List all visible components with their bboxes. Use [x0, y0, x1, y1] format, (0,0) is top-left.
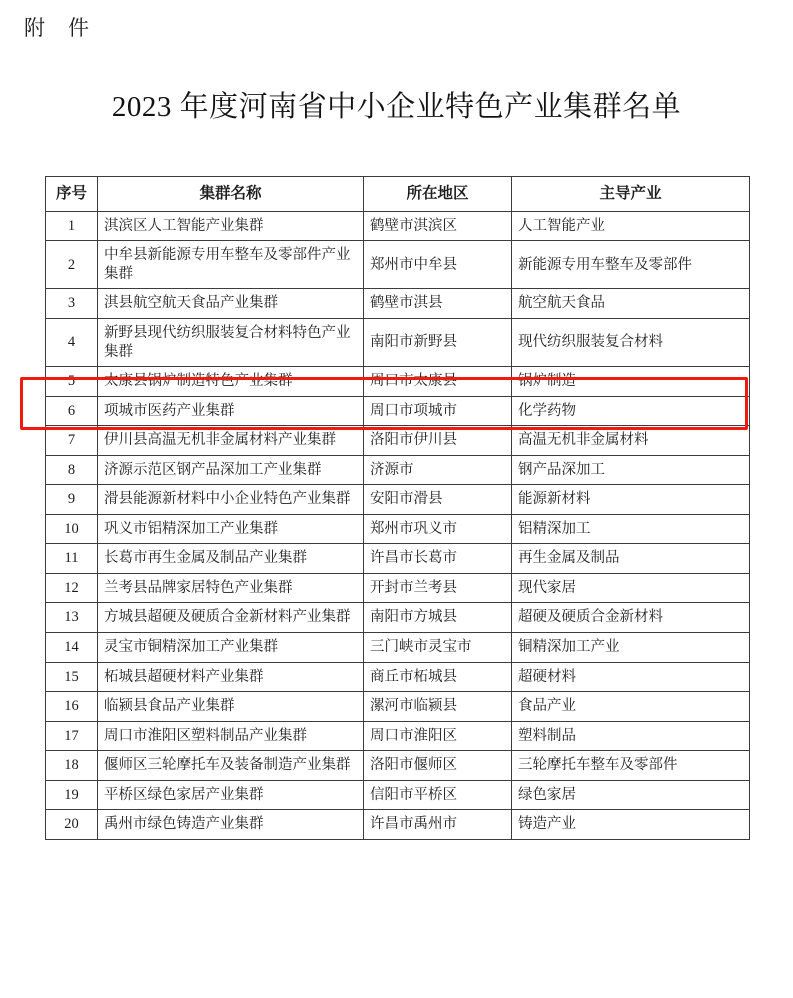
cell-no: 18: [46, 751, 98, 781]
cell-region: 洛阳市伊川县: [364, 426, 512, 456]
cell-region: 周口市太康县: [364, 367, 512, 397]
cell-industry: 锅炉制造: [512, 367, 750, 397]
table-row: [46, 211, 750, 241]
table-row: [46, 751, 750, 781]
cell-no: 16: [46, 692, 98, 722]
column-header-name: 集群名称: [98, 177, 364, 212]
cell-cluster-name: 伊川县高温无机非金属材料产业集群: [98, 426, 364, 456]
cell-cluster-name: 灵宝市铜精深加工产业集群: [98, 633, 364, 663]
cell-industry: 高温无机非金属材料: [512, 426, 750, 456]
table-row: [46, 810, 750, 840]
table-row: [46, 573, 750, 603]
cell-cluster-name: 柘城县超硬材料产业集群: [98, 662, 364, 692]
cell-no: 3: [46, 289, 98, 319]
cell-no: 17: [46, 721, 98, 751]
cell-industry: 现代家居: [512, 573, 750, 603]
table-row: [46, 780, 750, 810]
cell-cluster-name: 偃师区三轮摩托车及装备制造产业集群: [98, 751, 364, 781]
page-title: 2023 年度河南省中小企业特色产业集群名单: [111, 91, 682, 123]
cell-no: 14: [46, 633, 98, 663]
cell-region: 周口市项城市: [364, 396, 512, 426]
table-header-row: [46, 177, 750, 212]
cell-industry: 超硬及硬质合金新材料: [512, 603, 750, 633]
cell-cluster-name: 临颍县食品产业集群: [98, 692, 364, 722]
cell-region: 鹤壁市淇滨区: [364, 211, 512, 241]
cell-cluster-name: 禹州市绿色铸造产业集群: [98, 810, 364, 840]
cell-cluster-name: 滑县能源新材料中小企业特色产业集群: [98, 485, 364, 515]
cell-industry: 铸造产业: [512, 810, 750, 840]
cell-region: 郑州市巩义市: [364, 514, 512, 544]
cell-cluster-name: 巩义市铝精深加工产业集群: [98, 514, 364, 544]
attachment-label: 附 件: [24, 16, 90, 40]
cell-region: 南阳市新野县: [364, 319, 512, 367]
cell-no: 2: [46, 241, 98, 289]
cell-industry: 新能源专用车整车及零部件: [512, 241, 750, 289]
cell-cluster-name: 新野县现代纺织服装复合材料特色产业集群: [98, 319, 364, 367]
cell-no: 19: [46, 780, 98, 810]
cell-no: 12: [46, 573, 98, 603]
cell-cluster-name: 方城县超硬及硬质合金新材料产业集群: [98, 603, 364, 633]
column-header-region: 所在地区: [364, 177, 512, 212]
cell-no: 15: [46, 662, 98, 692]
cluster-table: [45, 176, 750, 840]
table-row: [46, 367, 750, 397]
cell-industry: 三轮摩托车整车及零部件: [512, 751, 750, 781]
cell-industry: 能源新材料: [512, 485, 750, 515]
cell-industry: 食品产业: [512, 692, 750, 722]
table-row: [46, 514, 750, 544]
cell-industry: 铜精深加工产业: [512, 633, 750, 663]
cell-region: 商丘市柘城县: [364, 662, 512, 692]
table-row: [46, 633, 750, 663]
cell-region: 信阳市平桥区: [364, 780, 512, 810]
cell-cluster-name: 济源示范区钢产品深加工产业集群: [98, 455, 364, 485]
cell-region: 洛阳市偃师区: [364, 751, 512, 781]
table-body: [46, 211, 750, 839]
cell-region: 许昌市禹州市: [364, 810, 512, 840]
cell-region: 鹤壁市淇县: [364, 289, 512, 319]
table-row: [46, 241, 750, 289]
cell-cluster-name: 淇县航空航天食品产业集群: [98, 289, 364, 319]
table-row: [46, 319, 750, 367]
cell-cluster-name: 平桥区绿色家居产业集群: [98, 780, 364, 810]
table-row: [46, 485, 750, 515]
cell-industry: 超硬材料: [512, 662, 750, 692]
cell-industry: 铝精深加工: [512, 514, 750, 544]
table-row: [46, 426, 750, 456]
table-row: [46, 396, 750, 426]
cell-region: 济源市: [364, 455, 512, 485]
table-row: [46, 721, 750, 751]
cell-cluster-name: 长葛市再生金属及制品产业集群: [98, 544, 364, 574]
cell-region: 郑州市中牟县: [364, 241, 512, 289]
table-row: [46, 662, 750, 692]
cell-no: 4: [46, 319, 98, 367]
cell-industry: 航空航天食品: [512, 289, 750, 319]
column-header-industry: 主导产业: [512, 177, 750, 212]
column-header-no: 序号: [46, 177, 98, 212]
table-row: [46, 692, 750, 722]
cell-cluster-name: 兰考县品牌家居特色产业集群: [98, 573, 364, 603]
table-row: [46, 289, 750, 319]
cell-region: 安阳市滑县: [364, 485, 512, 515]
cell-no: 8: [46, 455, 98, 485]
cell-industry: 再生金属及制品: [512, 544, 750, 574]
cell-no: 5: [46, 367, 98, 397]
table-row: [46, 603, 750, 633]
cell-cluster-name: 项城市医药产业集群: [98, 396, 364, 426]
cell-no: 11: [46, 544, 98, 574]
cell-industry: 绿色家居: [512, 780, 750, 810]
cell-no: 6: [46, 396, 98, 426]
cell-region: 三门峡市灵宝市: [364, 633, 512, 663]
cell-cluster-name: 中牟县新能源专用车整车及零部件产业集群: [98, 241, 364, 289]
cell-region: 漯河市临颍县: [364, 692, 512, 722]
table-row: [46, 544, 750, 574]
cell-industry: 塑料制品: [512, 721, 750, 751]
cell-no: 10: [46, 514, 98, 544]
cell-no: 13: [46, 603, 98, 633]
cell-no: 20: [46, 810, 98, 840]
cell-cluster-name: 周口市淮阳区塑料制品产业集群: [98, 721, 364, 751]
cell-no: 1: [46, 211, 98, 241]
cell-industry: 现代纺织服装复合材料: [512, 319, 750, 367]
cell-no: 7: [46, 426, 98, 456]
table-row: [46, 455, 750, 485]
cell-cluster-name: 淇滨区人工智能产业集群: [98, 211, 364, 241]
cell-region: 周口市淮阳区: [364, 721, 512, 751]
cell-region: 南阳市方城县: [364, 603, 512, 633]
cluster-table-container: [45, 176, 749, 840]
cell-no: 9: [46, 485, 98, 515]
cell-cluster-name: 太康县锅炉制造特色产业集群: [98, 367, 364, 397]
cell-region: 开封市兰考县: [364, 573, 512, 603]
cell-industry: 化学药物: [512, 396, 750, 426]
cell-region: 许昌市长葛市: [364, 544, 512, 574]
cell-industry: 人工智能产业: [512, 211, 750, 241]
cell-industry: 钢产品深加工: [512, 455, 750, 485]
